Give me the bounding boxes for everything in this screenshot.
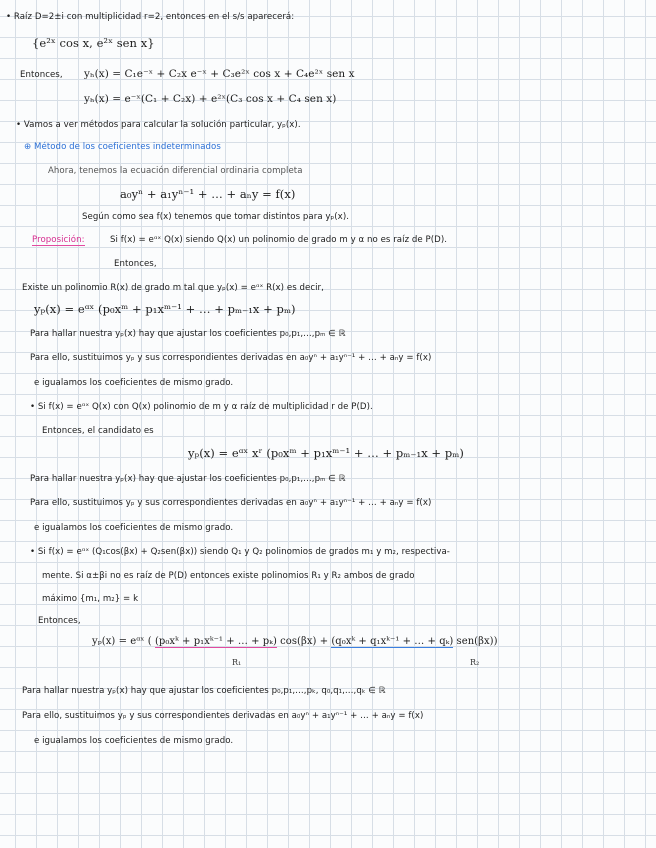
candidate-intro: Entonces, el candidato es <box>42 426 154 436</box>
complete-ode-intro: Ahora, tenemos la ecuación diferencial ordinaria completa <box>48 166 303 176</box>
entonces-label-2: Entonces, <box>114 259 157 269</box>
proposition-label: Proposición: <box>32 235 85 245</box>
existence-statement: Existe un polinomio R(x) de grado m tal que yₚ(x) = eᵅˣ R(x) es decir, <box>22 283 324 293</box>
case-trigonometric: • Si f(x) = eᵅˣ (Q₁cos(βx) + Q₂sen(βx)) siendo Q₁ y Q₂ polinomios de grados m₁ y m₂, respectiva- <box>30 547 450 557</box>
homogeneous-solution-2: yₕ(x) = e⁻ˣ(C₁ + C₂x) + e²ˣ(C₃ cos x + C₄ sen x) <box>84 93 337 105</box>
homogeneous-solution-1: yₕ(x) = C₁e⁻ˣ + C₂x e⁻ˣ + C₃e²ˣ cos x + C₄e²ˣ sen x <box>84 68 355 80</box>
substitute-step-3: Para ello, sustituimos yₚ y sus correspondientes derivadas en a₀yⁿ + a₁yⁿ⁻¹ + … + aₙy = f(x) <box>22 711 424 721</box>
formula-cos-term: cos(βx) + <box>276 636 332 647</box>
case-resonant: • Si f(x) = eᵅˣ Q(x) con Q(x) polinomio de m y α raíz de multiplicidad r de P(D). <box>30 402 373 412</box>
polynomial-r1: (p₀xᵏ + p₁xᵏ⁻¹ + … + pₖ) <box>154 636 277 647</box>
particular-solution-form-1: yₚ(x) = eᵅˣ (p₀xᵐ + p₁xᵐ⁻¹ + … + pₘ₋₁x + pₘ) <box>34 302 296 316</box>
formula-sen-term: sen(βx)) <box>453 636 498 647</box>
entonces-label-3: Entonces, <box>38 616 81 626</box>
max-degree: máximo {m₁, m₂} = k <box>42 594 139 604</box>
methods-intro: • Vamos a ver métodos para calcular la solución particular, yₚ(x). <box>16 120 301 130</box>
complete-ode-equation: a₀yⁿ + a₁yⁿ⁻¹ + … + aₙy = f(x) <box>120 187 296 201</box>
adjust-coefficients-2: Para hallar nuestra yₚ(x) hay que ajustar los coeficientes p₀,p₁,…,pₘ ∈ ℝ <box>30 474 346 484</box>
root-multiplicity-line: • Raíz D=2±i con multiplicidad r=2, entonces en el s/s aparecerá: <box>6 12 295 22</box>
proposition-statement: Si f(x) = eᵅˣ Q(x) siendo Q(x) un polinomio de grado m y α no es raíz de P(D). <box>110 235 448 245</box>
case-trigonometric-cont: mente. Si α±βi no es raíz de P(D) entonces existe polinomios R₁ y R₂ ambos de grado <box>42 571 415 581</box>
polynomial-r2: (q₀xᵏ + q₁xᵏ⁻¹ + … + qₖ) <box>331 636 454 647</box>
particular-solution-form-2: yₚ(x) = eᵅˣ xʳ (p₀xᵐ + p₁xᵐ⁻¹ + … + pₘ₋₁x + pₘ) <box>188 446 464 460</box>
substitute-step-2: Para ello, sustituimos yₚ y sus correspondientes derivadas en a₀yⁿ + a₁yⁿ⁻¹ + … + aₙy = f(x) <box>30 498 432 508</box>
adjust-coefficients-1: Para hallar nuestra yₚ(x) hay que ajustar los coeficientes p₀,p₁,…,pₘ ∈ ℝ <box>30 329 346 339</box>
choice-note: Según como sea f(x) tenemos que tomar distintos para yₚ(x). <box>82 212 350 222</box>
entonces-label-1: Entonces, <box>20 70 63 80</box>
equate-step-3: e igualamos los coeficientes de mismo grado. <box>34 736 234 746</box>
r2-label: R₂ <box>470 658 480 667</box>
solution-system-set: {e²ˣ cos x, e²ˣ sen x} <box>32 36 155 50</box>
formula-prefix: yₚ(x) = eᵅˣ ( <box>92 636 155 647</box>
particular-solution-form-3 <box>92 636 498 647</box>
r1-label: R₁ <box>232 658 242 667</box>
equate-step-1: e igualamos los coeficientes de mismo grado. <box>34 378 234 388</box>
adjust-coefficients-3: Para hallar nuestra yₚ(x) hay que ajustar los coeficientes p₀,p₁,…,pₖ, q₀,q₁,…,qₖ ∈ ℝ <box>22 686 386 696</box>
section-title-undetermined-coefficients: ⊕ Método de los coeficientes indeterminados <box>24 142 221 152</box>
substitute-step-1: Para ello, sustituimos yₚ y sus correspondientes derivadas en a₀yⁿ + a₁yⁿ⁻¹ + … + aₙy = f(x) <box>30 353 432 363</box>
equate-step-2: e igualamos los coeficientes de mismo grado. <box>34 523 234 533</box>
